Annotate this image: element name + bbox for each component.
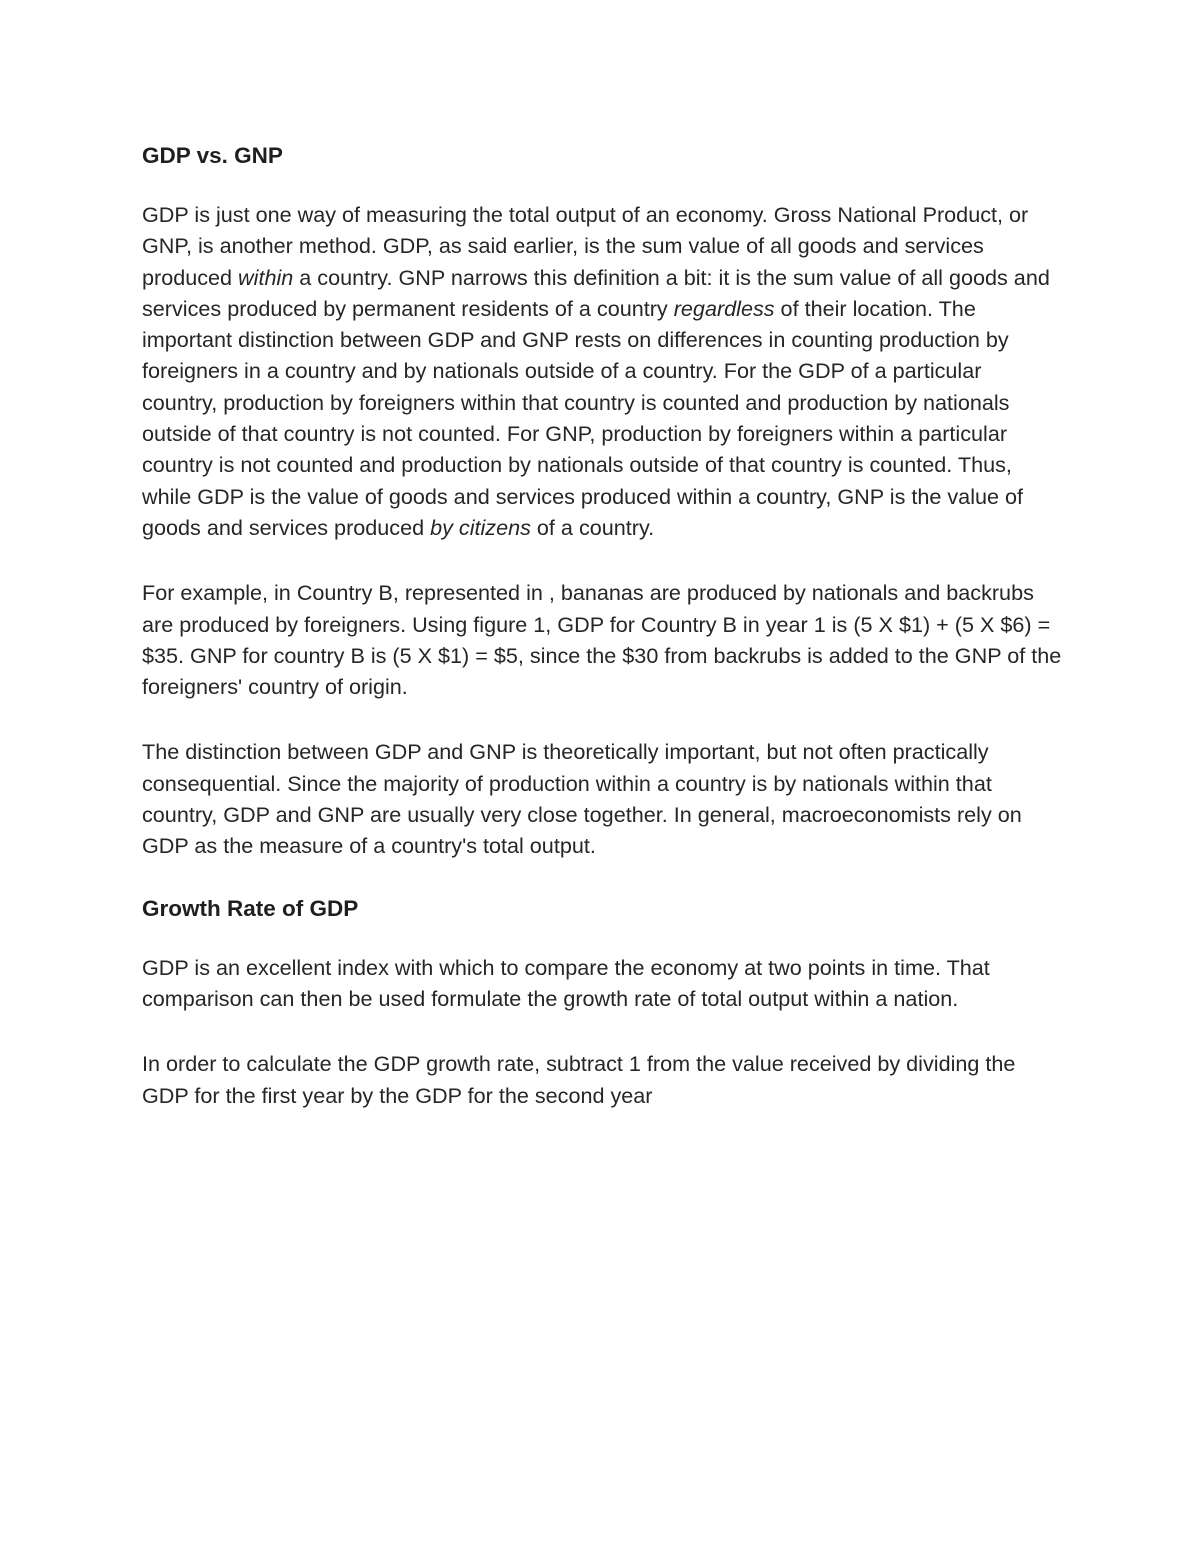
document-body bbox=[142, 139, 1062, 1111]
section-heading-growth-rate: Growth Rate of GDP bbox=[142, 895, 359, 921]
paragraph-distinction: The distinction between GDP and GNP is theoretically important, but not often practically consequential. Since the majority of production within a country is by nationals within that country, GDP and GNP are usually very close together. In general, macroeconomists rely on GDP as the measure of a country's total output. bbox=[142, 739, 1022, 859]
paragraph-example: For example, in Country B, represented in , bananas are produced by nationals and backrubs are produced by foreigners. Using figure 1, GDP for Country B in year 1 is (5 X $1) + (5 X $6) = $35. GNP for country B is (5 X $1) = $5, since the $30 from backrubs is added to the GNP of the foreigners' country of origin. bbox=[142, 580, 1062, 700]
paragraph-gdp-index: GDP is an excellent index with which to compare the economy at two points in time. That comparison can then be used formulate the growth rate of total output within a nation. bbox=[142, 954, 990, 1011]
emphasis-within: within bbox=[238, 264, 294, 290]
section-heading-gdp-vs-gnp: GDP vs. GNP bbox=[142, 143, 283, 168]
emphasis-regardless: regardless bbox=[673, 295, 775, 321]
emphasis-by-citizens: by citizens bbox=[430, 514, 531, 540]
paragraph-gdp-definition: GDP is just one way of measuring the total output of an economy. Gross National Product, or GNP, is another method. GDP, as said earlier, is the sum value of all goods and services produced within a country. GNP narrows this definition a bit: it is the sum value of all goods and services produced by permanent residents of a country regardless of their location. The important distinction between GDP and GNP rests on differences in counting production by foreigners in a country and by nationals outside of a country. For the GDP of a particular country, production by foreigners within that country is counted and production by nationals outside of that country is not counted. For GNP, production by foreigners within a particular country is not counted and production by nationals outside of that country is counted. Thus, while GDP is the value of goods and services produced within a country, GNP is the value of goods and services produced by citizens of a country. bbox=[142, 202, 1050, 540]
paragraph-growth-calculation: In order to calculate the GDP growth rate, subtract 1 from the value received by dividing the GDP for the first year by the GDP for the second year bbox=[142, 1051, 1016, 1108]
